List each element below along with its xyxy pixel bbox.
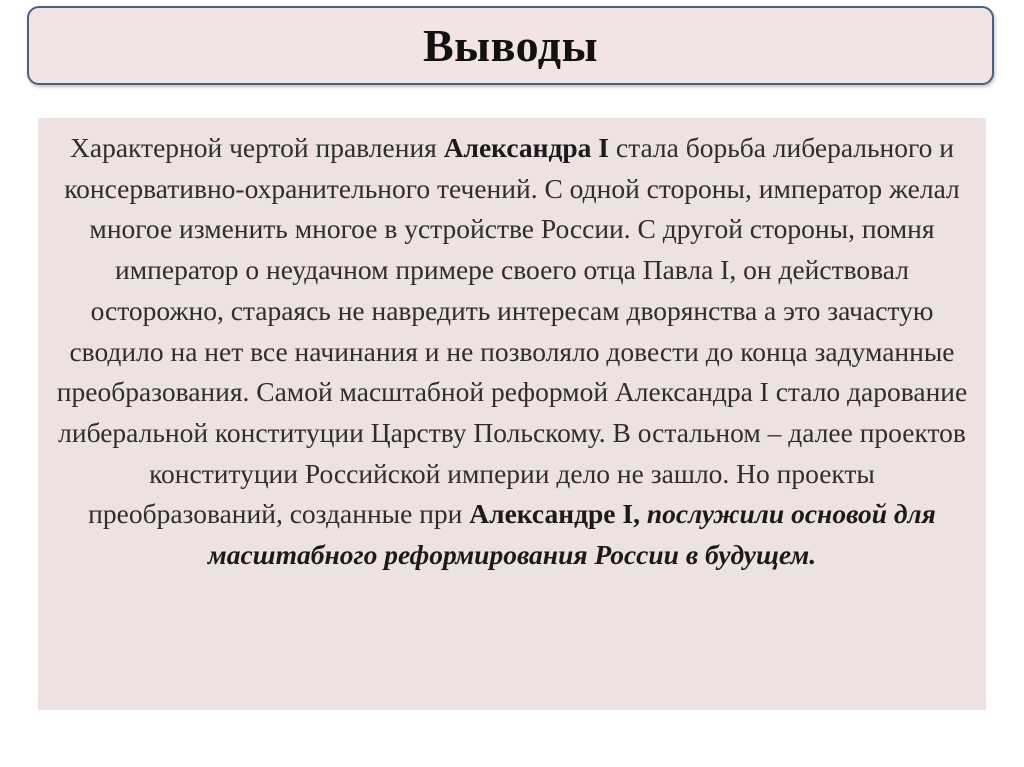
name-alexander-2: Александре I xyxy=(469,498,634,530)
comma: , xyxy=(633,498,640,530)
paragraph-part-1: Характерной чертой правления xyxy=(70,132,444,163)
slide-title: Выводы xyxy=(423,20,598,71)
name-alexander-1: Александра I xyxy=(443,132,610,163)
content-box xyxy=(38,118,986,710)
paragraph-part-2: стала борьба либерального и консервативно-охранительного течений. С одной стороны, император желал многое изменить многое в устройстве России. С другой стороны, помня император о неудачном примере своего отца Павла I, он действовал осторожно, стараясь не навредить интересам дворянства а это зачастую сводило на нет все начинания и не позволяло довести до конца задуманные преобразования. Самой масштабной реформой Александра I стало дарование либеральной конституции Царству Польскому. В остальном – далее проектов конституции Российской империи дело не зашло. Но проекты преобразований, созданные при xyxy=(56,132,968,530)
conclusion-emphasis: послужили основой для масштабного реформирования России в будущем. xyxy=(207,498,936,571)
conclusion-paragraph xyxy=(50,128,974,576)
title-box xyxy=(27,6,994,85)
